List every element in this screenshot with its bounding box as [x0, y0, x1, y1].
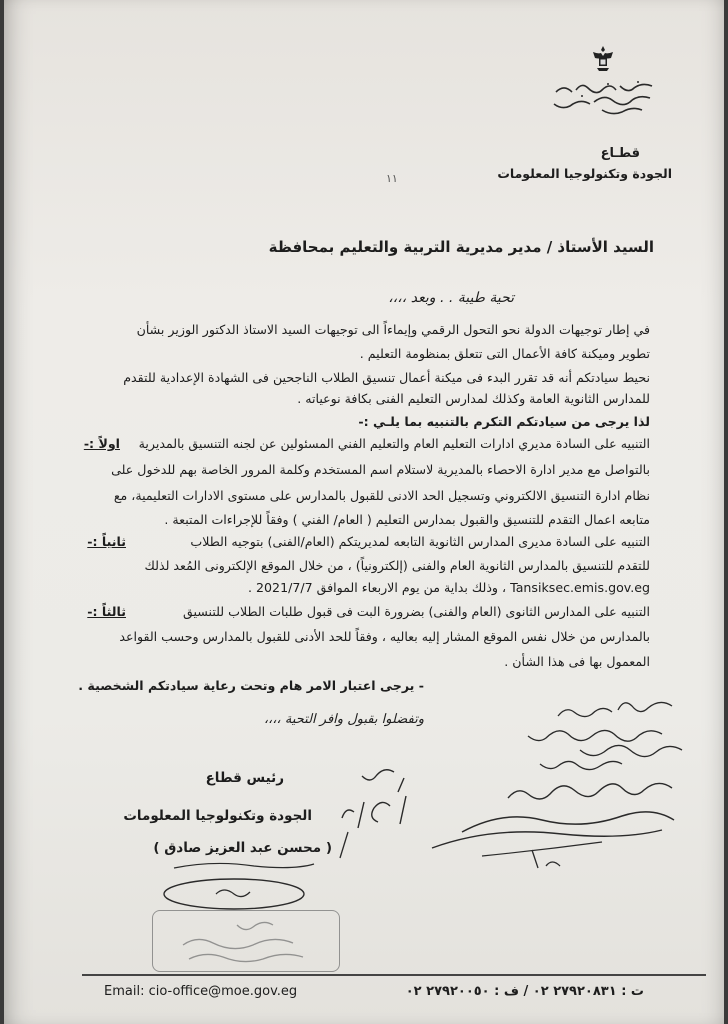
- handwritten-signature: [422, 770, 692, 880]
- third-item-line-1: التنبيه على المدارس الثانوى (العام والفنى) بضرورة البت فى قبول طلبات الطلاب للتنسيق: [183, 604, 650, 619]
- first-item-line-1: التنبيه على السادة مديري ادارات التعليم العام والتعليم الفني المسئولين عن لجنه التنسيق بالمديرية: [138, 436, 650, 451]
- signatory-name: ( محسن عبد العزيز صادق ): [153, 840, 332, 856]
- second-item-label: ثانياً :-: [87, 534, 126, 549]
- paragraph-1-line-1: في إطار توجيهات الدولة نحو التحول الرقمي وإيماءاً الى توجيهات السيد الاستاذ الدكتور الوزير بشأن: [136, 322, 650, 337]
- second-item-line-1: التنبيه على السادة مديرى المدارس الثانوية التابعه لمديريتكم (العام/الفنى) بتوجيه الطلاب: [190, 534, 650, 549]
- first-item-line-4: متابعه اعمال التقدم للتنسيق والقبول بمدارس التعليم ( العام/ الفني ) وفقاً للإجراءات المتبعة .: [164, 512, 650, 527]
- paragraph-1-line-2: تطوير وميكنة كافة الأعمال التى تتعلق بمنظومة التعليم .: [359, 346, 650, 361]
- final-line: - يرجى اعتبار الامر هام وتحت رعاية سيادتكم الشخصية .: [78, 678, 424, 693]
- second-item-line-2: للتقدم للتنسيق بالمدارس الثانوية العام والفنى (إلكترونياً) ، من خلال الموقع الإلكترونى المُعد لذلك: [144, 558, 650, 573]
- paragraph-2-line-2: للمدارس الثانوية العامة وكذلك لمدارس التعليم الفنى بكافة نوعياته .: [297, 391, 650, 406]
- addressee-line: السيد الأستاذ / مدير مديرية التربية والتعليم بمحافظة: [268, 238, 654, 256]
- sector-label: قطـاع: [600, 146, 640, 161]
- footer-rule: [82, 974, 706, 976]
- third-item-line-2: بالمدارس من خلال نفس الموقع المشار إليه بعاليه ، وفقاً للحد الأدنى للقبول بالمدارس وحسب القواعد: [119, 629, 650, 644]
- stamp-lettering: [153, 911, 339, 971]
- paragraph-2-line-1: نحيط سيادتكم أنه قد تقرر البدء فى ميكنة أعمال تنسيق الطلاب الناجحين فى الشهادة الإعدادية للتقدم: [123, 370, 650, 385]
- handwritten-date-mark: [334, 762, 424, 862]
- first-item-label: اولاً :-: [83, 436, 120, 451]
- ministry-logo-script: [542, 78, 662, 118]
- third-item-label: ثالثاً :-: [87, 604, 126, 619]
- request-line: لذا يرجى من سيادتكم التكرم بالتنبيه بما يلـي :-: [358, 414, 650, 429]
- third-item-line-3: المعمول بها فى هذا الشأن .: [504, 654, 650, 669]
- sector-name: الجودة وتكنولوجيا المعلومات: [497, 166, 672, 181]
- first-item-line-2: بالتواصل مع مدير ادارة الاحصاء بالمديرية لاستلام اسم المستخدم وكلمة المرور الخاصة بهم للدخول على: [111, 462, 650, 477]
- closing-line: وتفضلوا بقبول وافر التحية ،،،،: [263, 712, 424, 727]
- footer-email: Email: cio-office@moe.gov.eg: [104, 984, 298, 999]
- footer-phone: ت : ٢٧٩٢٠٨٣١ ٠٢ / ف : ٢٧٩٢٠٠٥٠ ٠٢: [405, 984, 644, 999]
- page-mark: ١١: [386, 172, 398, 185]
- signatory-title: رئيس قطاع: [205, 770, 284, 786]
- first-item-line-3: نظام ادارة التنسيق الالكتروني وتسجيل الحد الادنى للقبول بالمدارس على مستوى الادارات التعليمية، مع: [113, 488, 650, 503]
- eagle-emblem-icon: [590, 44, 616, 74]
- letter-page: [4, 0, 724, 1024]
- sector-stamp: [152, 910, 340, 972]
- greeting-line: تحية طيبة . . وبعد ،،،،: [388, 290, 514, 306]
- signatory-sector: الجودة وتكنولوجيا المعلومات: [123, 808, 312, 824]
- second-item-line-3: Tansiksec.emis.gov.eg ، وذلك بداية من يوم الاربعاء الموافق 2021/7/7 .: [248, 580, 650, 595]
